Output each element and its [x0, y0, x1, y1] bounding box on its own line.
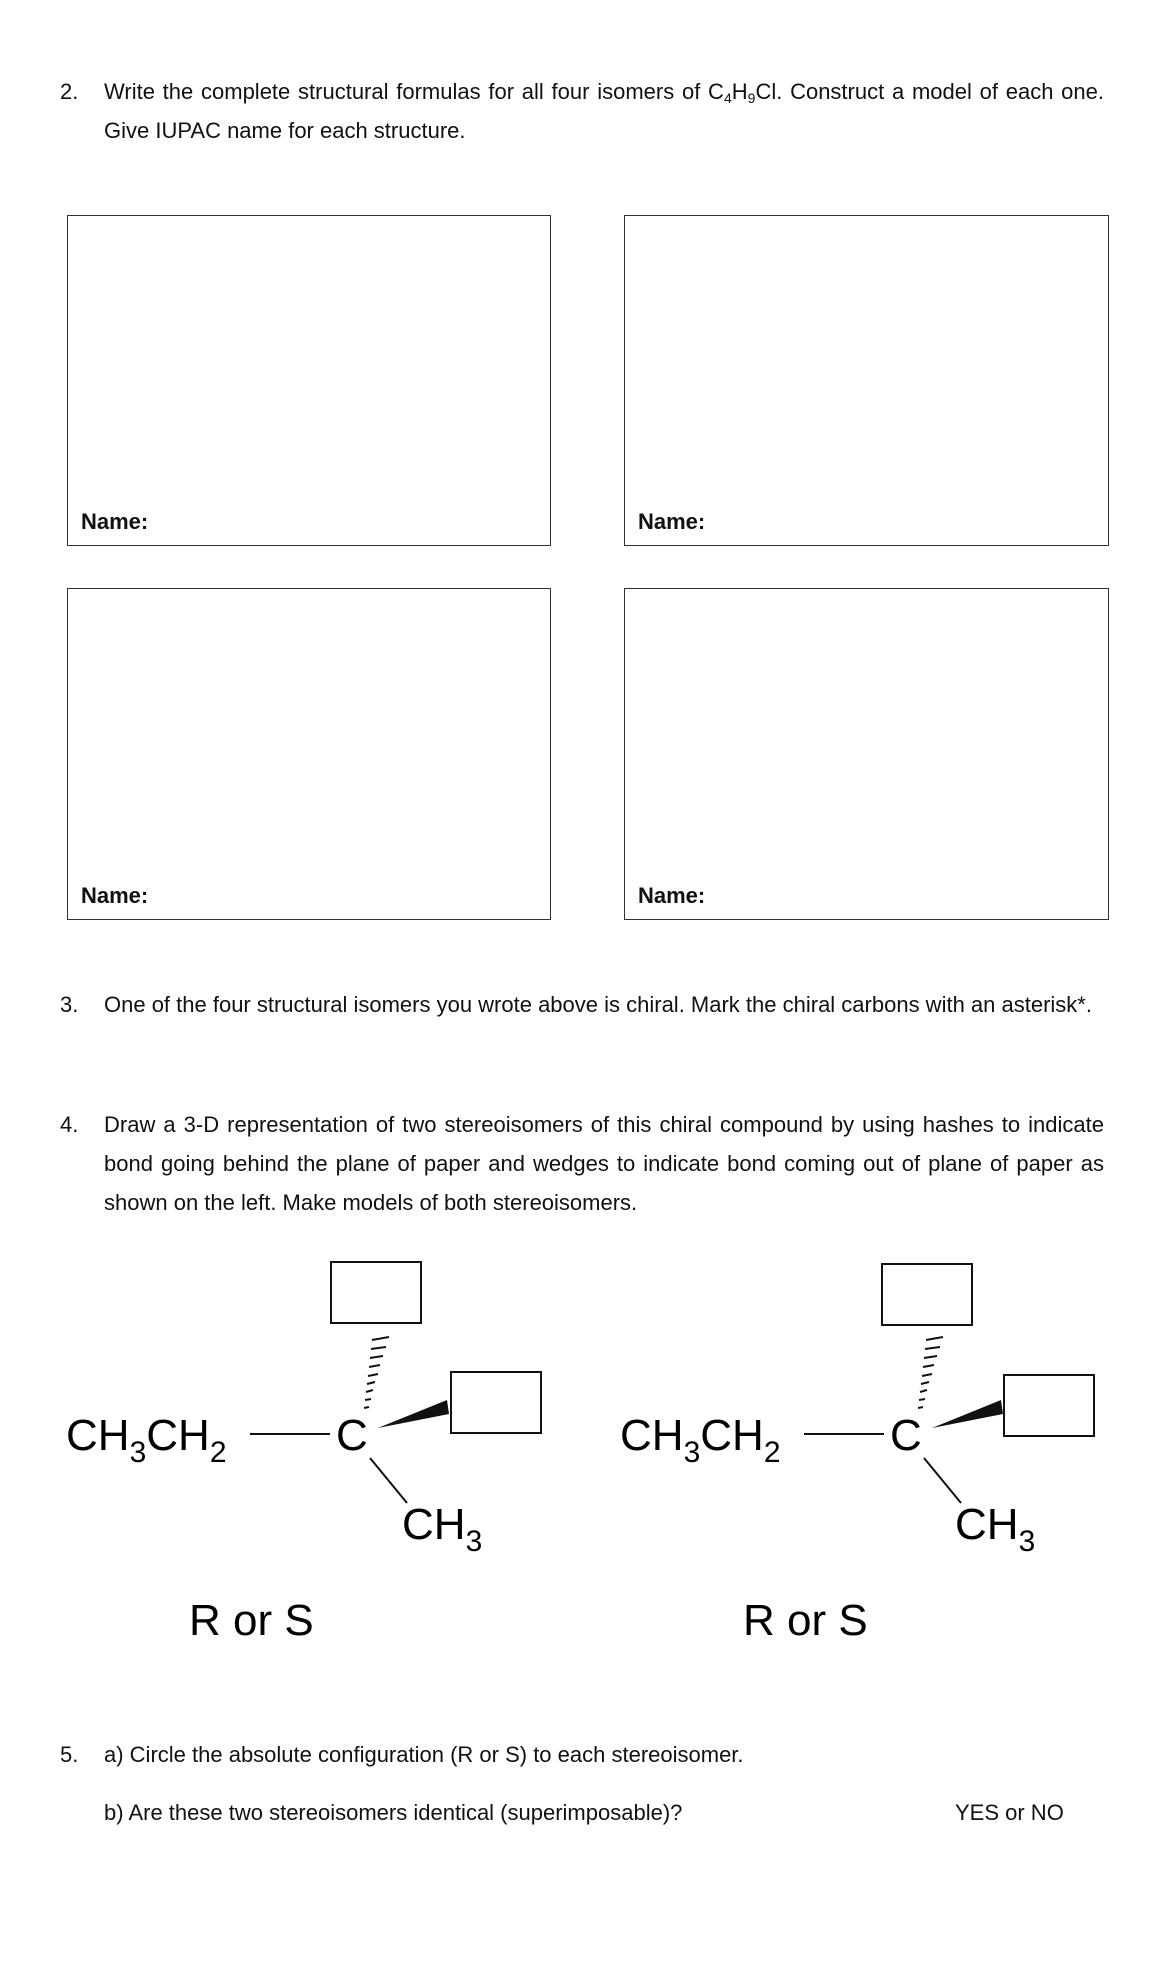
question-text-part: Write the complete structural formulas for all four isomers of C — [104, 79, 724, 104]
subscript: 4 — [723, 90, 732, 106]
single-bond — [370, 1458, 407, 1503]
question-number: 5. — [60, 1742, 79, 1767]
question-text-part: H — [731, 79, 748, 104]
question-text-part: Cl. Construct a model of each one. Give IUPAC name for each structure. — [104, 79, 1104, 143]
subscript: 9 — [747, 90, 756, 106]
question-number: 4. — [60, 1112, 79, 1137]
substituent-box[interactable] — [1004, 1375, 1094, 1436]
name-label: Name: — [81, 509, 149, 534]
wedge-bond — [378, 1400, 449, 1428]
hashed-bond — [918, 1337, 943, 1408]
question-number: 3. — [60, 992, 79, 1017]
stereoisomer-2 — [620, 1264, 1094, 1645]
hashed-bond — [364, 1337, 389, 1408]
yes-no-choice[interactable]: YES or NO — [955, 1800, 1064, 1825]
name-label: Name: — [81, 883, 149, 908]
question-text: Draw a 3-D representation of two stereoisomers of this chiral compound by using hashes to indicate bond going behind the plane of paper and wedges to indicate bond coming out of plane of paper as shown on the left. Make models of both stereoisomers. — [104, 1112, 1104, 1215]
substituent-box[interactable] — [882, 1264, 972, 1325]
question-number: 2. — [60, 79, 79, 104]
single-bond — [924, 1458, 961, 1503]
methyl-group-label: $CH_3$ — [402, 1500, 483, 1558]
ethyl-group-label: $CH_3CH_2$ — [620, 1411, 781, 1469]
wedge-bond — [932, 1400, 1003, 1428]
name-label: Name: — [638, 883, 706, 908]
question-text: One of the four structural isomers you wrote above is chiral. Mark the chiral carbons with an asterisk*. — [104, 992, 1092, 1017]
name-label: Name: — [638, 509, 706, 534]
substituent-box[interactable] — [451, 1372, 541, 1433]
question-5-part-b — [104, 1793, 804, 1832]
substituent-box[interactable] — [331, 1262, 421, 1323]
methyl-group-label: $CH_3$ — [955, 1500, 1036, 1558]
stereoisomer-1 — [66, 1262, 541, 1645]
configuration-choice[interactable]: R or S — [743, 1596, 868, 1645]
configuration-choice[interactable]: R or S — [189, 1596, 314, 1645]
chiral-carbon-label: C — [890, 1411, 922, 1460]
chiral-carbon-label: C — [336, 1411, 368, 1460]
question-part-b: b) Are these two stereoisomers identical (superimposable)? — [104, 1800, 683, 1825]
ethyl-group-label: $CH_3CH_2$ — [66, 1411, 227, 1469]
question-part-a: a) Circle the absolute configuration (R or S) to each stereoisomer. — [104, 1742, 744, 1767]
